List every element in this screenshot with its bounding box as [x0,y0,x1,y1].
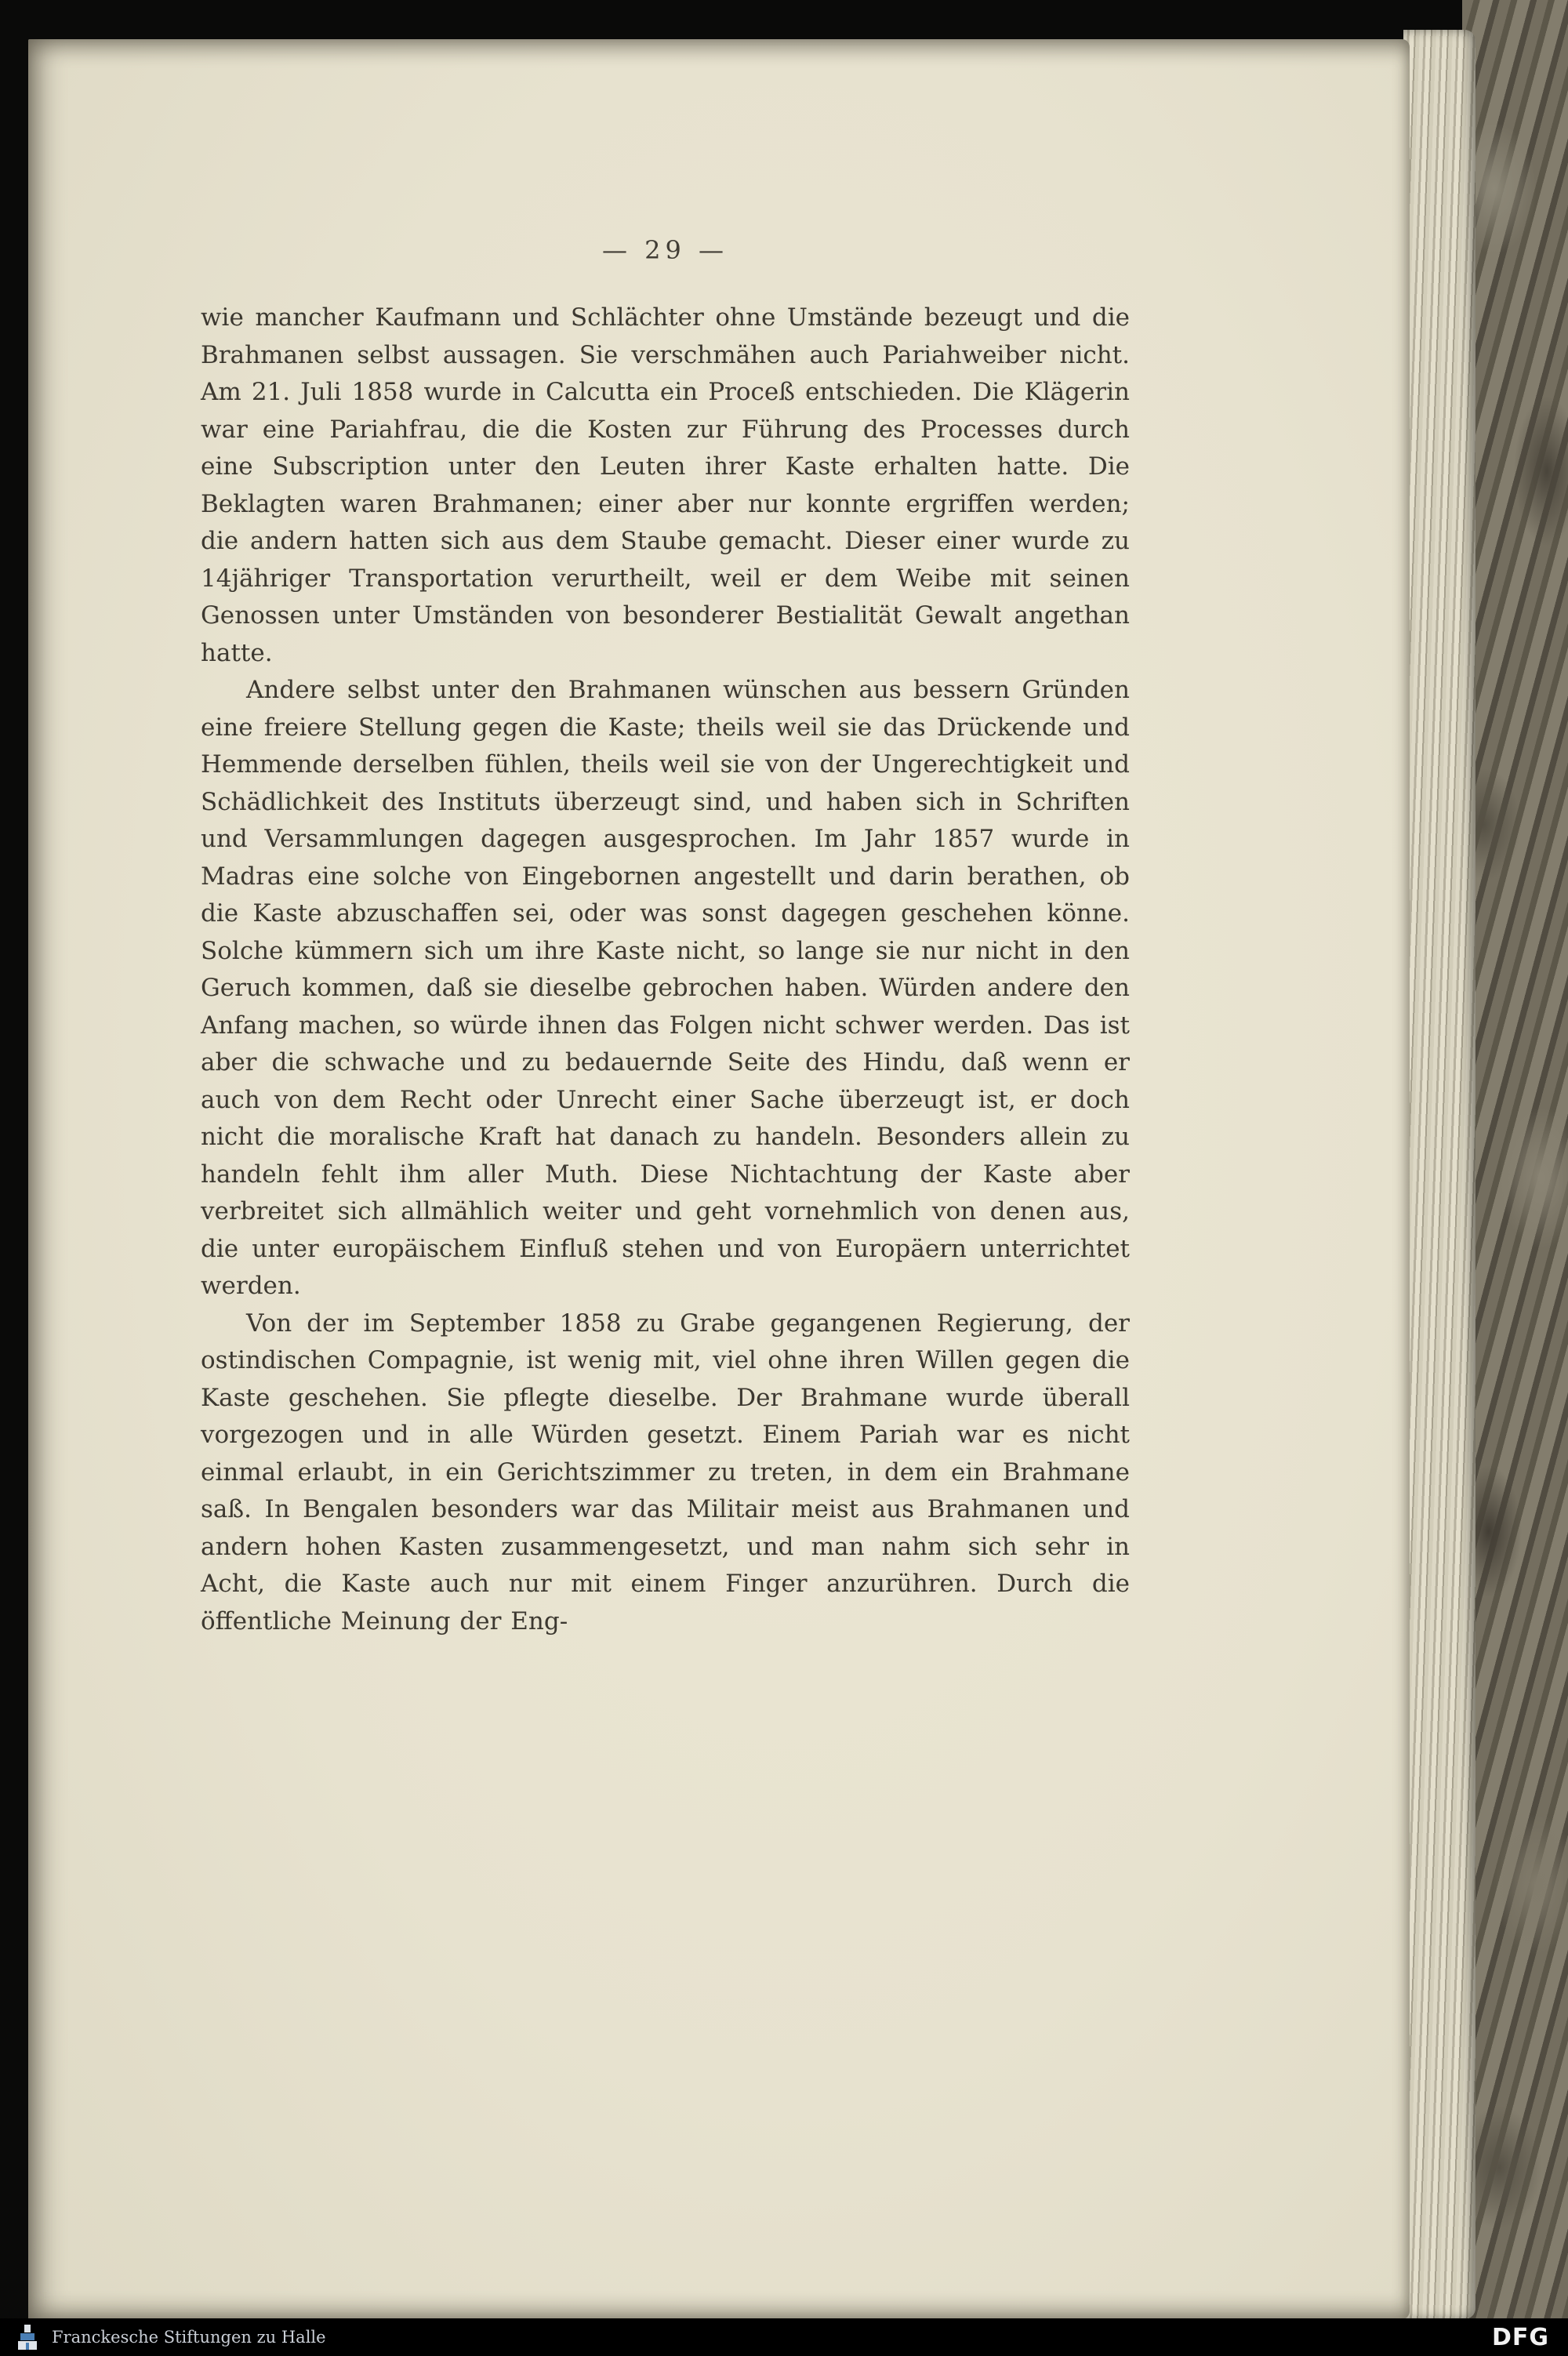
scanned-page [28,39,1410,2319]
metadata-footer [0,2318,1568,2356]
library-name: Franckesche Stiftungen zu Halle [52,2328,326,2347]
footer-left [14,2322,326,2352]
page-fore-edges [1403,30,1475,2319]
paragraph-2: Andere selbst unter den Brahmanen wünschen aus bessern Gründen eine freiere Stellung gegen die Kaste; theils weil sie das Drückende und Hemmende derselben fühlen, theils weil sie von der Ungerechtigkeit und Schädlichkeit des Instituts überzeugt sind, und haben sich in Schriften und Versammlungen dagegen ausgesprochen. Im Jahr 1857 wurde in Madras eine solche von Eingebornen angestellt und darin berathen, ob die Kaste abzuschaffen sei, oder was sonst dagegen geschehen könne. Solche kümmern sich um ihre Kaste nicht, so lange sie nur nicht in den Geruch kommen, daß sie dieselbe gebrochen haben. Würden andere den Anfang machen, so würde ihnen das Folgen nicht schwer werden. Das ist aber die schwache und zu bedauernde Seite des Hindu, daß wenn er auch von dem Recht oder Unrecht einer Sache überzeugt ist, er doch nicht die moralische Kraft hat danach zu handeln. Besonders allein zu handeln fehlt ihm aller Muth. Diese Nichtachtung der Kaste aber verbreitet sich allmählich weiter und geht vornehmlich von denen aus, die unter europäischem Einfluß stehen und von Europäern unterrichtet werden. [201,676,1130,1300]
paragraph-1: wie mancher Kaufmann und Schlächter ohne Umstände bezeugt und die Brahmanen selbst aussagen. Sie verschmähen auch Pariahweiber nicht. Am 21. Juli 1858 wurde in Calcutta ein Proceß entschieden. Die Klägerin war eine Pariahfrau, die die Kosten zur Führung des Processes durch eine Subscription unter den Leuten ihrer Kaste erhalten hatte. Die Beklagten waren Brahmanen; einer aber nur konnte ergriffen werden; die andern hatten sich aus dem Staube gemacht. Dieser einer wurde zu 14jähriger Transportation verurtheilt, weil er dem Weibe mit seinen Genossen unter Umständen von besonderer Bestialität Gewalt angethan hatte. [201,303,1130,667]
page-text [201,299,1130,1640]
page-number: — 29 — [601,235,729,265]
dfg-logo: DFG [1491,2323,1549,2351]
francke-foundation-logo-icon [14,2322,41,2352]
book-cover [1462,0,1568,2356]
paragraph-3: Von der im September 1858 zu Grabe gegangenen Regierung, der ostindischen Compagnie, ist wenig mit, viel ohne ihren Willen gegen die Kaste geschehen. Sie pflegte dieselbe. Der Brahmane wurde überall vorgezogen und in alle Würden gesetzt. Einem Pariah war es nicht einmal erlaubt, in ein Gerichtszimmer zu treten, in dem ein Brahmane saß. In Bengalen besonders war das Militair meist aus Brahmanen und andern hohen Kasten zusammengesetzt, und man nahm sich sehr in Acht, die Kaste auch nur mit einem Finger anzurühren. Durch die öffentliche Meinung der Eng- [201,1309,1130,1635]
